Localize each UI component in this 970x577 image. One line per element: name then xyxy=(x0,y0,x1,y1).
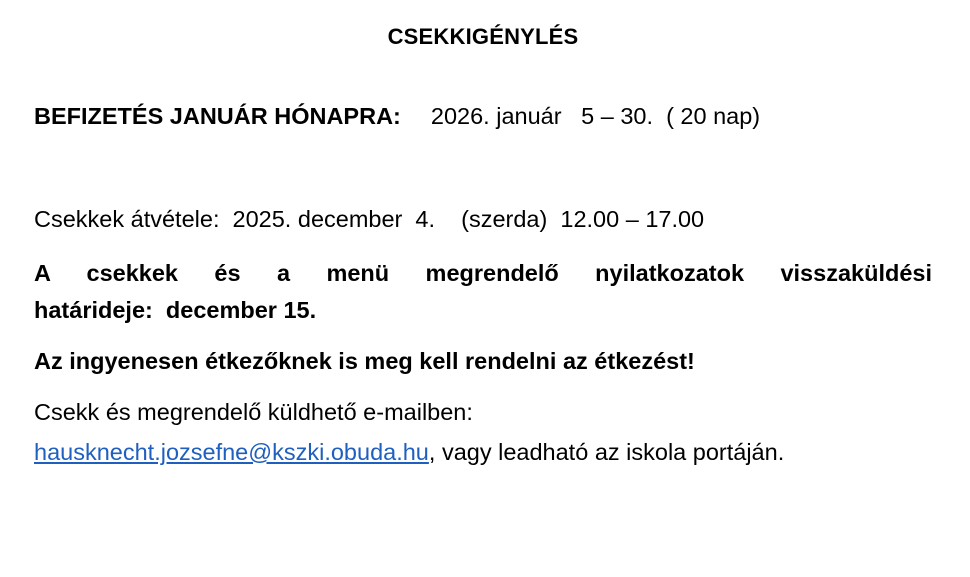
page-title: CSEKKIGÉNYLÉS xyxy=(387,24,579,49)
checks-pickup-line: Csekkek átvétele: 2025. december 4. (szerda) 12.00 – 17.00 xyxy=(34,206,705,232)
payment-period-value: 2026. január 5 – 30. ( 20 nap) xyxy=(430,103,761,129)
return-deadline-line-2: határideje: december 15. xyxy=(34,297,317,323)
email-suffix-text: , vagy leadható az iskola portáján. xyxy=(428,439,785,465)
return-deadline-paragraph xyxy=(34,255,932,329)
free-meals-note: Az ingyenesen étkezőknek is meg kell rendelni az étkezést! xyxy=(34,348,695,374)
payment-period-label: BEFIZETÉS JANUÁR HÓNAPRA: xyxy=(34,103,401,129)
return-deadline-line-1: A csekkek és a menü megrendelő nyilatkozatok visszaküldési xyxy=(34,260,932,286)
payment-period-line xyxy=(34,101,760,131)
email-intro-text: Csekk és megrendelő küldhető e-mailben: xyxy=(34,399,473,425)
email-contact-line xyxy=(34,437,784,467)
email-link[interactable]: hausknecht.jozsefne@kszki.obuda.hu xyxy=(34,439,429,465)
